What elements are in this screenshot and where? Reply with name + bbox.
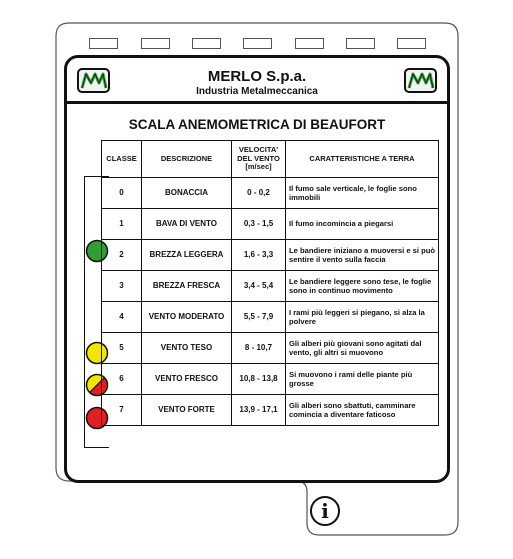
cell-descrizione: VENTO TESO xyxy=(142,333,232,364)
company-name: MERLO S.p.a. xyxy=(207,68,307,85)
table-row xyxy=(102,333,439,364)
beaufort-decal xyxy=(55,22,459,536)
cell-velocita: 13,9 - 17,1 xyxy=(232,395,286,426)
beaufort-table xyxy=(101,140,439,426)
cell-classe: 1 xyxy=(102,209,142,240)
col-header-velocita: VELOCITA' DEL VENTO [m/sec] xyxy=(232,141,286,178)
cell-classe: 0 xyxy=(102,178,142,209)
cell-caratteristiche: Le bandiere leggere sono tese, le foglie sono in continuo movimento xyxy=(286,271,439,302)
cell-descrizione: BAVA DI VENTO xyxy=(142,209,232,240)
cell-velocita: 5,5 - 7,9 xyxy=(232,302,286,333)
cell-classe: 3 xyxy=(102,271,142,302)
cell-caratteristiche: Si muovono i rami delle piante più grosse xyxy=(286,364,439,395)
merlo-logo-icon xyxy=(404,68,437,93)
scale-title: SCALA ANEMOMETRICA DI BEAUFORT xyxy=(128,117,386,132)
col-header-caratteristiche: CARATTERISTICHE A TERRA xyxy=(286,141,439,178)
cell-descrizione: BREZZA LEGGERA xyxy=(142,240,232,271)
mounting-slot xyxy=(243,38,272,49)
col-header-descrizione: DESCRIZIONE xyxy=(142,141,232,178)
mounting-slot xyxy=(295,38,324,49)
cell-caratteristiche: I rami più leggeri si piegano, si alza la polvere xyxy=(286,302,439,333)
cell-classe: 5 xyxy=(102,333,142,364)
cell-classe: 7 xyxy=(102,395,142,426)
table-row xyxy=(102,364,439,395)
cell-caratteristiche: Gli alberi sono sbattuti, camminare comincia a diventare faticoso xyxy=(286,395,439,426)
table-row xyxy=(102,271,439,302)
cell-descrizione: BONACCIA xyxy=(142,178,232,209)
cell-velocita: 10,8 - 13,8 xyxy=(232,364,286,395)
cell-caratteristiche: Il fumo incomincia a piegarsi xyxy=(286,209,439,240)
mounting-slot xyxy=(89,38,118,49)
table-row xyxy=(102,240,439,271)
mounting-slot xyxy=(141,38,170,49)
cell-velocita: 0 - 0,2 xyxy=(232,178,286,209)
header-divider xyxy=(67,101,447,104)
table-row xyxy=(102,209,439,240)
cell-velocita: 8 - 10,7 xyxy=(232,333,286,364)
mounting-slot xyxy=(346,38,375,49)
info-icon: i xyxy=(310,496,340,526)
cell-descrizione: BREZZA FRESCA xyxy=(142,271,232,302)
cell-classe: 4 xyxy=(102,302,142,333)
company-subtitle: Industria Metalmeccanica xyxy=(196,86,318,97)
cell-caratteristiche: Gli alberi più giovani sono agitati dal vento, gli altri si muovono xyxy=(286,333,439,364)
beaufort-panel xyxy=(64,55,450,483)
cell-caratteristiche: Le bandiere iniziano a muoversi e si può sentire il vento sulla faccia xyxy=(286,240,439,271)
cell-velocita: 1,6 - 3,3 xyxy=(232,240,286,271)
cell-descrizione: VENTO FRESCO xyxy=(142,364,232,395)
cell-velocita: 3,4 - 5,4 xyxy=(232,271,286,302)
table-header-row xyxy=(102,141,439,178)
cell-descrizione: VENTO MODERATO xyxy=(142,302,232,333)
table-row xyxy=(102,178,439,209)
table-row xyxy=(102,395,439,426)
cell-caratteristiche: Il fumo sale verticale, le foglie sono immobili xyxy=(286,178,439,209)
mounting-slot xyxy=(192,38,221,49)
col-header-classe: CLASSE xyxy=(102,141,142,178)
cell-classe: 2 xyxy=(102,240,142,271)
cell-classe: 6 xyxy=(102,364,142,395)
cell-descrizione: VENTO FORTE xyxy=(142,395,232,426)
cell-velocita: 0,3 - 1,5 xyxy=(232,209,286,240)
table-row xyxy=(102,302,439,333)
mounting-slot xyxy=(397,38,426,49)
